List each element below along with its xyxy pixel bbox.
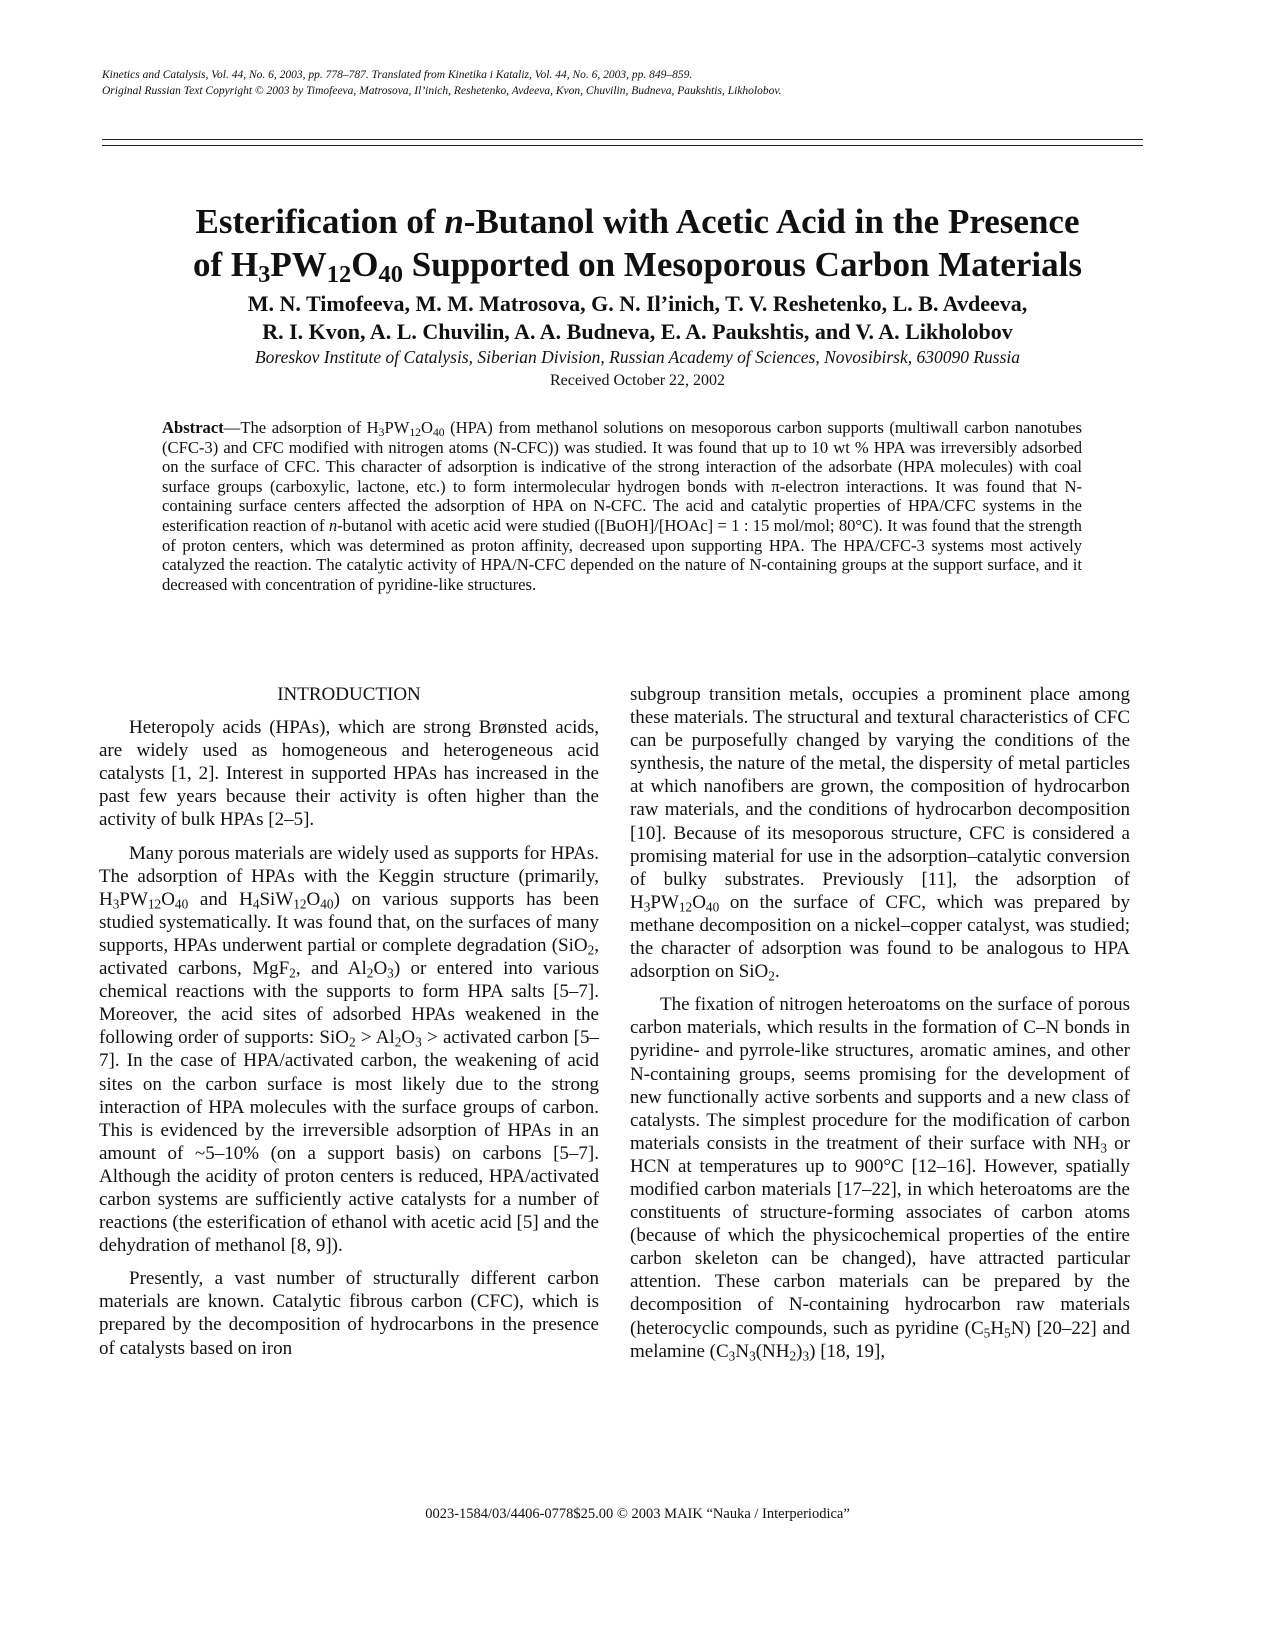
header-copyright-line: Original Russian Text Copyright © 2003 by Timofeeva, Matrosova, Il’inich, Reshetenko, Avdeeva, Kvon, Chuvilin, Budneva, Paukshtis, Likholobov. (102, 85, 782, 97)
header-rule-top (102, 139, 1143, 140)
page-footer: 0023-1584/03/4406-0778$25.00 © 2003 MAIK “Nauka / Interperiodica” (425, 1506, 850, 1522)
abstract: Abstract—The adsorption of $H_3PW_{12}O_{40}$ (HPA) from methanol solutions on mesoporous carbon supports (multiwall carbon nanotubes (CFC-3) and CFC modified with nitrogen atoms (N-CFC)) was studied. It was found that up to 10 wt % HPA was irreversibly adsorbed on the surface of CFC. This character of adsorption is indicative of the strong interaction of the adsorbate (HPA molecules) with coal surface groups (carboxylic, lactone, etc.) to form intermolecular hydrogen bonds with π-electron interactions. It was found that N-containing surface centers affected the adsorption of HPA on N-CFC. The acid and catalytic properties of HPA/CFC systems in the esterification reaction of n-butanol with acetic acid were studied ([BuOH]/[HOAc] = 1 : 15 mol/mol; 80°C). It was found that the strength of proton centers, which was determined as proton affinity, decreased upon supporting HPA. The HPA/CFC-3 systems most actively catalyzed the reaction. The catalytic activity of HPA/N-CFC depended on the nature of N-containing groups at the support surface, and it decreased with concentration of pyridine-like structures. (162, 418, 1082, 594)
running-header (102, 67, 1142, 99)
left-paragraph-3: Presently, a vast number of structurally different carbon materials are known. Catalytic fibrous carbon (CFC), which is prepared by the decomposition of hydrocarbons in the presence of catalysts based on iron (99, 1268, 599, 1359)
section-heading-introduction: INTRODUCTION (277, 684, 421, 705)
received-date: Received October 22, 2002 (549, 372, 726, 389)
right-paragraph-1: subgroup transition metals, occupies a prominent place among these materials. The structural and textural characteristics of CFC can be purposefully changed by varying the conditions of the synthesis, the nature of the metal, the dispersity of metal particles at which nanofibers are grown, the composition of hydrocarbon raw materials, and the conditions of hydrocarbon decomposition [10]. Because of its mesoporous structure, CFC is considered a promising material for use in the adsorption–catalytic conversion of bulky substrates. Previously [11], the adsorption of $H_3PW_{12}O_{40}$ on the surface of CFC, which was prepared by methane decomposition on a nickel–copper catalyst, was studied; the character of adsorption was found to be analogous to HPA adsorption on SiO$_2$. (630, 684, 1130, 984)
left-paragraph-1: Heteropoly acids (HPAs), which are strong Brønsted acids, are widely used as homogeneous and heterogeneous acid catalysts [1, 2]. Interest in supported HPAs has increased in the past few years because their activity is often higher than the activity of bulk HPAs [2–5]. (99, 717, 599, 831)
abstract-label: Abstract (162, 418, 224, 437)
affiliation: Boreskov Institute of Catalysis, Siberian Division, Russian Academy of Sciences, Novosibirsk, 630090 Russia (254, 347, 1021, 367)
author-list: M. N. Timofeeva, M. M. Matrosova, G. N. Il’inich, T. V. Reshetenko, L. B. Avdeeva, R. I. Kvon, A. L. Chuvilin, A. A. Budneva, E. A. Paukshtis, and V. A. Likholobov (247, 291, 1028, 344)
right-paragraph-2: The fixation of nitrogen heteroatoms on the surface of porous carbon materials, which results in the formation of C–N bonds in pyridine- and pyrrole-like structures, aromatic amines, and other N-containing groups, seems promising for the development of new functionally active sorbents and supports and a new class of catalysts. The simplest procedure for the modification of carbon materials consists in the treatment of their surface with $NH_3$ or HCN at temperatures up to 900°C [12–16]. However, spatially modified carbon materials [17–22], in which heteroatoms are the constituents of structure-forming associates of carbon atoms (because of which the physicochemical properties of the entire carbon skeleton can be changed), have attracted particular attention. These carbon materials can be prepared by the decomposition of N-containing hydrocarbon raw materials (heterocyclic compounds, such as pyridine $(C_5H_5N)$ [20–22] and melamine $(C_3N_3(NH_2)_3)$ [18, 19], (630, 994, 1131, 1363)
paper-title: Esterification of n-Butanol with Acetic Acid in the Presence of $H_3PW_{12}O_{40}$ Supported on Mesoporous Carbon Materials (193, 202, 1082, 289)
left-paragraph-2: Many porous materials are widely used as supports for HPAs. The adsorption of HPAs with the Keggin structure (primarily, $H_3PW_{12}O_{40}$ and $H_4SiW_{12}O_{40}$) on various supports has been studied systematically. It was found that, on the surfaces of many supports, HPAs underwent partial or complete degradation (SiO$_2$, activated carbons, MgF$_2$, and $Al_2O_3$) or entered into various chemical reactions with the supports to form HPA salts [5–7]. Moreover, the acid sites of adsorbed HPAs weakened in the following order of supports: $SiO_2 > Al_2O_3$ > activated carbon [5–7]. In the case of HPA/activated carbon, the weakening of acid sites on the carbon surface is most likely due to the strong interaction of HPA molecules with the surface groups of carbon. This is evidenced by the irreversible adsorption of HPAs in an amount of ~5–10% (on a support basis) on carbons [5–7]. Although the acidity of proton centers is reduced, HPA/activated carbon systems are sufficiently active catalysts for a number of reactions (the esterification of ethanol with acetic acid [5] and the dehydration of methanol [8, 9]). (99, 842, 599, 1257)
header-journal-line: Kinetics and Catalysis, Vol. 44, No. 6, 2003, pp. 778–787. Translated from Kinetika i Kataliz, Vol. 44, No. 6, 2003, pp. 849–859. (102, 69, 693, 81)
right-column (630, 683, 1130, 1363)
header-rule-bottom (102, 145, 1143, 146)
left-column (99, 683, 599, 1360)
